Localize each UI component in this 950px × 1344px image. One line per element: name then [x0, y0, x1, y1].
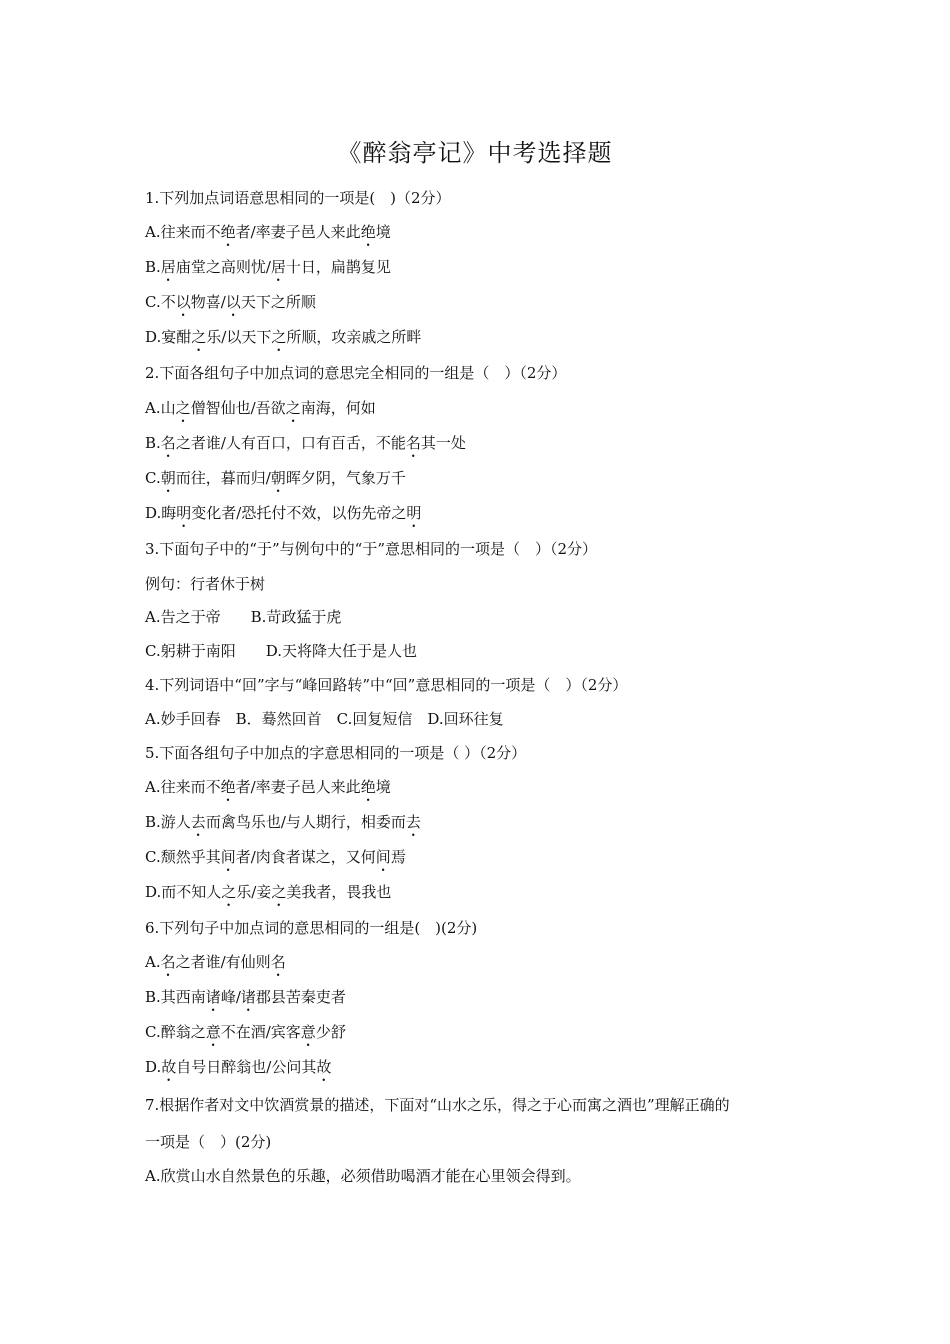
line-text: 5.下面各组句子中加点的字意思相同的一项是（ ）（2分）: [145, 744, 527, 762]
emphasized-word: 诸: [240, 988, 256, 1006]
text-line: [145, 708, 504, 729]
line-text: C.颓然乎其: [145, 848, 221, 866]
line-text: 而禽鸟乐也/与人期行，相委而: [205, 813, 406, 831]
emphasized-word: 故: [316, 1058, 332, 1076]
emphasized-word: 名: [160, 434, 176, 452]
line-text: 一项是（ ）(2分): [145, 1133, 272, 1151]
text-line: [145, 811, 421, 840]
line-text: A.妙手回春 B．蓦然回首 C.回复短信 D.回环往复: [145, 710, 504, 728]
line-text: A.欣赏山水自然景色的乐趣，必须借助喝酒才能在心里领会得到。: [145, 1167, 581, 1185]
line-text: 美我者，畏我也: [286, 883, 392, 901]
text-line: [145, 1021, 346, 1050]
text-line: [145, 573, 265, 594]
emphasized-word: 以: [225, 293, 241, 311]
line-text: 1.下列加点词语意思相同的一项是( )（2分）: [145, 189, 451, 207]
line-text: 自号日醉翁也/公问其: [176, 1058, 317, 1076]
line-text: 境: [375, 778, 391, 796]
line-text: D.: [145, 1058, 162, 1076]
line-text: C.: [145, 469, 161, 487]
emphasized-word: 明: [176, 504, 192, 522]
emphasized-word: 绝: [220, 223, 236, 241]
line-text: 少舒: [315, 1023, 346, 1041]
text-line: [145, 432, 466, 461]
text-line: [145, 674, 627, 695]
emphasized-word: 名: [160, 953, 176, 971]
line-text: 不在酒/宾客: [220, 1023, 301, 1041]
line-text: 十日，扁鹊复见: [285, 258, 391, 276]
line-text: 6.下列句子中加点词的意思相同的一组是( )(2分): [145, 919, 478, 937]
page-title: 《醉翁亭记》中考选择题: [337, 139, 613, 167]
emphasized-word: 之: [191, 328, 207, 346]
emphasized-word: 绝: [360, 778, 376, 796]
line-text: C.躬耕于南阳 D.天将降大任于是人也: [145, 642, 417, 660]
text-line: [145, 538, 597, 559]
line-text: 峰/: [220, 988, 241, 1006]
text-line: [145, 1131, 271, 1152]
line-text: 2.下面各组句子中加点词的意思完全相同的一组是（ ）（2分）: [145, 364, 567, 382]
text-line: [145, 606, 341, 627]
emphasized-word: 意: [205, 1023, 221, 1041]
emphasized-word: 之: [221, 883, 237, 901]
emphasized-word: 之: [271, 328, 287, 346]
line-text: 庙堂之高则忧/: [175, 258, 271, 276]
text-line: [145, 1056, 331, 1085]
line-text: 天下之所顺: [240, 293, 316, 311]
line-text: 7.根据作者对文中饮酒赏景的描述，下面对“山水之乐，得之于心而寓之酒也”理解正确的: [145, 1096, 730, 1114]
line-text: A.告之于帝 B.苛政猛于虎: [145, 608, 342, 626]
line-text: 南海，何如: [300, 399, 376, 417]
text-line: [145, 742, 526, 763]
text-line: [145, 502, 421, 531]
line-text: C.不: [145, 293, 176, 311]
text-line: [145, 221, 391, 250]
text-line: [145, 951, 286, 980]
line-text: A.: [145, 953, 161, 971]
emphasized-word: 绝: [220, 778, 236, 796]
emphasized-word: 去: [405, 813, 421, 831]
emphasized-word: 间: [375, 848, 391, 866]
emphasized-word: 之: [285, 399, 301, 417]
line-text: 变化者/恐托付不效，以伤先帝之: [191, 504, 407, 522]
text-line: [145, 187, 451, 208]
line-text: B.游人: [145, 813, 191, 831]
line-text: 焉: [390, 848, 406, 866]
emphasized-word: 居: [270, 258, 286, 276]
line-text: D.而不知人: [145, 883, 222, 901]
line-text: 者/率妻子邑人来此: [235, 223, 361, 241]
emphasized-word: 诸: [205, 988, 221, 1006]
line-text: 物喜/: [190, 293, 226, 311]
text-line: [145, 1094, 730, 1115]
line-text: B.: [145, 434, 161, 452]
text-line: [145, 917, 477, 938]
emphasized-word: 故: [161, 1058, 177, 1076]
text-line: [145, 986, 346, 1015]
line-text: 乐/妾: [236, 883, 272, 901]
emphasized-word: 居: [160, 258, 176, 276]
text-line: [145, 467, 406, 496]
emphasized-word: 朝: [160, 469, 176, 487]
text-line: [145, 256, 391, 285]
line-text: 境: [375, 223, 391, 241]
line-text: 僧智仙也/吾欲: [190, 399, 286, 417]
line-text: 乐/以天下: [206, 328, 272, 346]
text-line: [145, 397, 376, 426]
line-text: A.往来而不: [145, 223, 221, 241]
line-text: D.宴酣: [145, 328, 192, 346]
line-text: 之者谁/有仙则: [175, 953, 271, 971]
text-line: [145, 881, 391, 910]
emphasized-word: 以: [175, 293, 191, 311]
line-text: 其一处: [420, 434, 466, 452]
line-text: 3.下面句子中的“于”与例句中的“于”意思相同的一项是（ ）（2分）: [145, 540, 598, 558]
text-line: [145, 640, 417, 661]
emphasized-word: 之: [271, 883, 287, 901]
line-text: B.: [145, 258, 161, 276]
line-text: 而往，暮而归/: [175, 469, 271, 487]
emphasized-word: 去: [190, 813, 206, 831]
line-text: A.山: [145, 399, 176, 417]
line-text: 例句：行者休于树: [145, 575, 266, 593]
text-line: [145, 846, 406, 875]
line-text: A.往来而不: [145, 778, 221, 796]
emphasized-word: 明: [406, 504, 422, 522]
line-text: 之者谁/人有百口，口有百舌，不能: [175, 434, 406, 452]
line-text: 所顺，攻亲戚之所畔: [286, 328, 422, 346]
line-text: 者/肉食者谋之，又何: [235, 848, 376, 866]
line-text: 者/率妻子邑人来此: [235, 778, 361, 796]
emphasized-word: 名: [270, 953, 286, 971]
text-line: [145, 362, 566, 383]
emphasized-word: 绝: [360, 223, 376, 241]
text-line: [145, 291, 316, 320]
emphasized-word: 意: [300, 1023, 316, 1041]
line-text: C.醉翁之: [145, 1023, 206, 1041]
emphasized-word: 名: [405, 434, 421, 452]
text-line: [145, 326, 421, 355]
line-text: 4.下列词语中“回”字与“峰回路转”中“回”意思相同的一项是（ ）（2分）: [145, 676, 628, 694]
line-text: 郡县苦秦吏者: [255, 988, 346, 1006]
line-text: B.其西南: [145, 988, 206, 1006]
line-text: D.晦: [145, 504, 177, 522]
emphasized-word: 间: [220, 848, 236, 866]
line-text: 晖夕阴，气象万千: [285, 469, 406, 487]
emphasized-word: 之: [175, 399, 191, 417]
text-line: [145, 1165, 581, 1186]
emphasized-word: 朝: [270, 469, 286, 487]
text-line: [145, 776, 391, 805]
